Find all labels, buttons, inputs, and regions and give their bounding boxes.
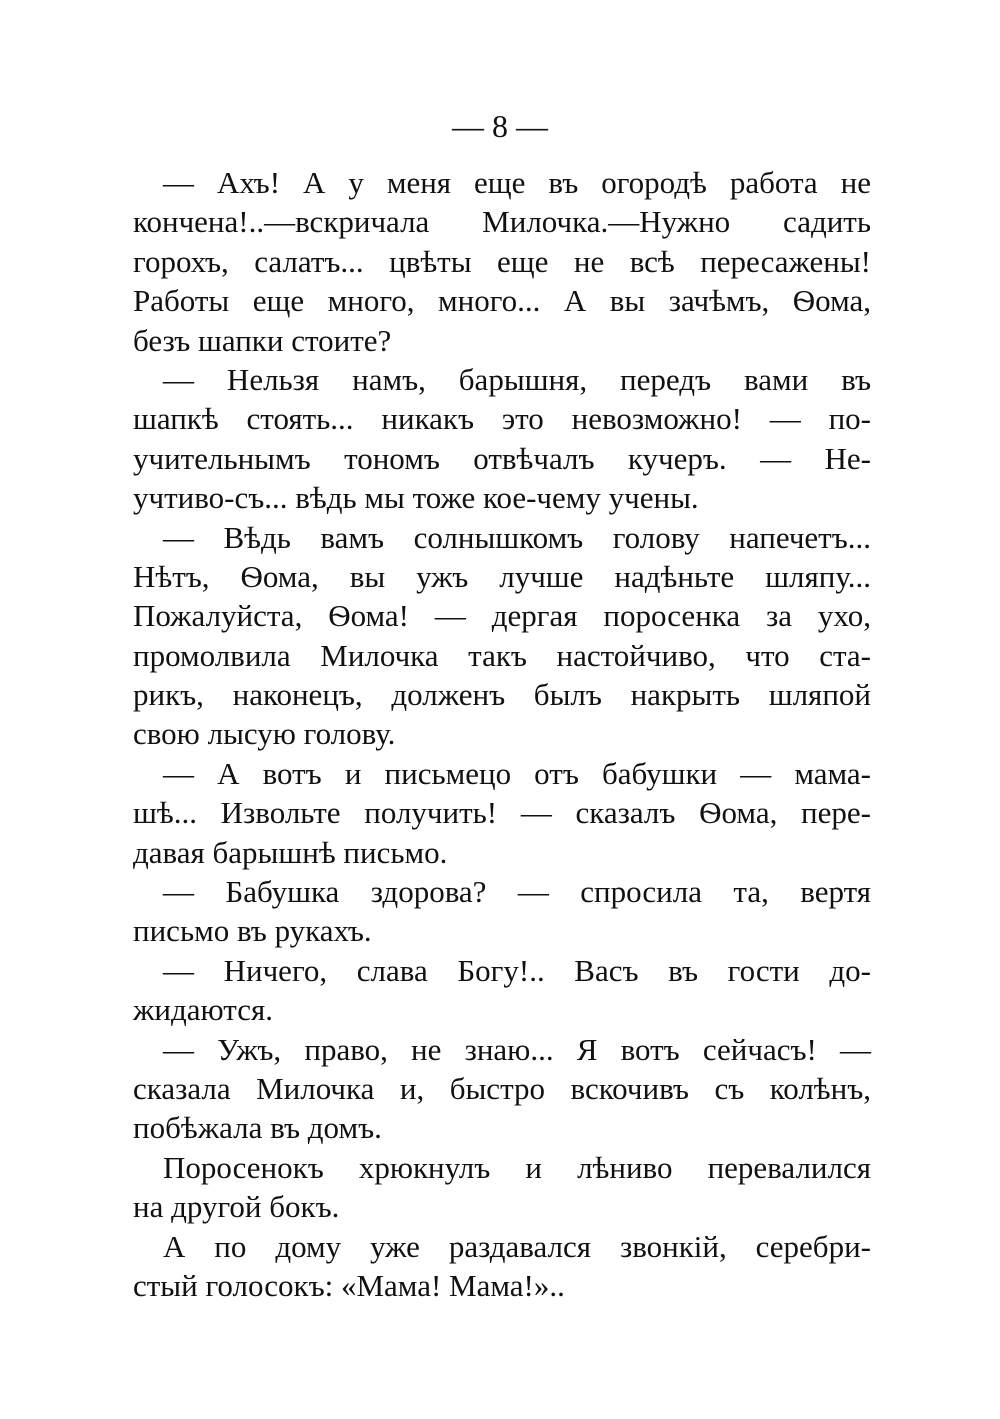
text-line: — Ужъ, право, не знаю... Я вотъ сейчасъ! — [163, 1031, 871, 1067]
text-line: давая барышнѣ письмо. [133, 834, 448, 870]
text-line: шапкѣ стоять... никакъ это невозможно! — по- [133, 401, 871, 437]
text-line: — Бабушка здорова? — спросила та, вертя [163, 874, 871, 910]
text-line: Поросенокъ хрюкнулъ и лѣниво перевалился [163, 1149, 871, 1185]
body-text [133, 163, 871, 1305]
text-line: — А вотъ и письмецо отъ бабушки — мама- [163, 755, 871, 791]
text-line: Пожалуйста, Ѳома! — дергая поросенка за ухо, [133, 598, 871, 634]
text-line: А по дому уже раздавался звонкій, серебри- [163, 1228, 871, 1264]
text-line: учтиво-съ... вѣдь мы тоже кое-чему учены. [133, 480, 699, 516]
text-line: учительнымъ тономъ отвѣчалъ кучеръ. — Не- [133, 440, 871, 476]
text-line: шѣ... Извольте получить! — сказалъ Ѳома, пере- [133, 795, 871, 831]
text-line: — Ничего, слава Богу!.. Васъ въ гости до- [163, 952, 871, 988]
text-line: рикъ, наконецъ, долженъ былъ накрыть шляпой [133, 677, 871, 713]
page-number: — 8 — [452, 108, 548, 144]
text-line: побѣжала въ домъ. [133, 1110, 382, 1146]
text-line: на другой бокъ. [133, 1189, 340, 1225]
text-line: безъ шапки стоите? [133, 322, 392, 358]
text-line: письмо въ рукахъ. [133, 913, 372, 949]
text-line: Работы еще много, много... А вы зачѣмъ, Ѳома, [133, 283, 871, 319]
text-line: жидаются. [133, 992, 273, 1028]
text-line: промолвила Милочка такъ настойчиво, что ста- [133, 637, 871, 673]
text-line: Нѣтъ, Ѳома, вы ужъ лучше надѣньте шляпу... [133, 558, 871, 594]
text-line: горохъ, салатъ... цвѣты еще не всѣ пересажены! [133, 243, 871, 279]
text-line: — Ахъ! А у меня еще въ огородѣ работа не [163, 165, 871, 200]
text-line: сказала Милочка и, быстро вскочивъ съ колѣнъ, [133, 1070, 871, 1106]
text-line: свою лысую голову. [133, 716, 396, 752]
text-line: стый голосокъ: «Мама! Мама!».. [133, 1267, 565, 1303]
text-line: кончена!..—вскричала Милочка.—Нужно садить [133, 204, 871, 240]
text-line: — Вѣдь вамъ солнышкомъ голову напечетъ... [163, 519, 871, 555]
text-line: — Нельзя намъ, барышня, передъ вами въ [163, 361, 871, 397]
